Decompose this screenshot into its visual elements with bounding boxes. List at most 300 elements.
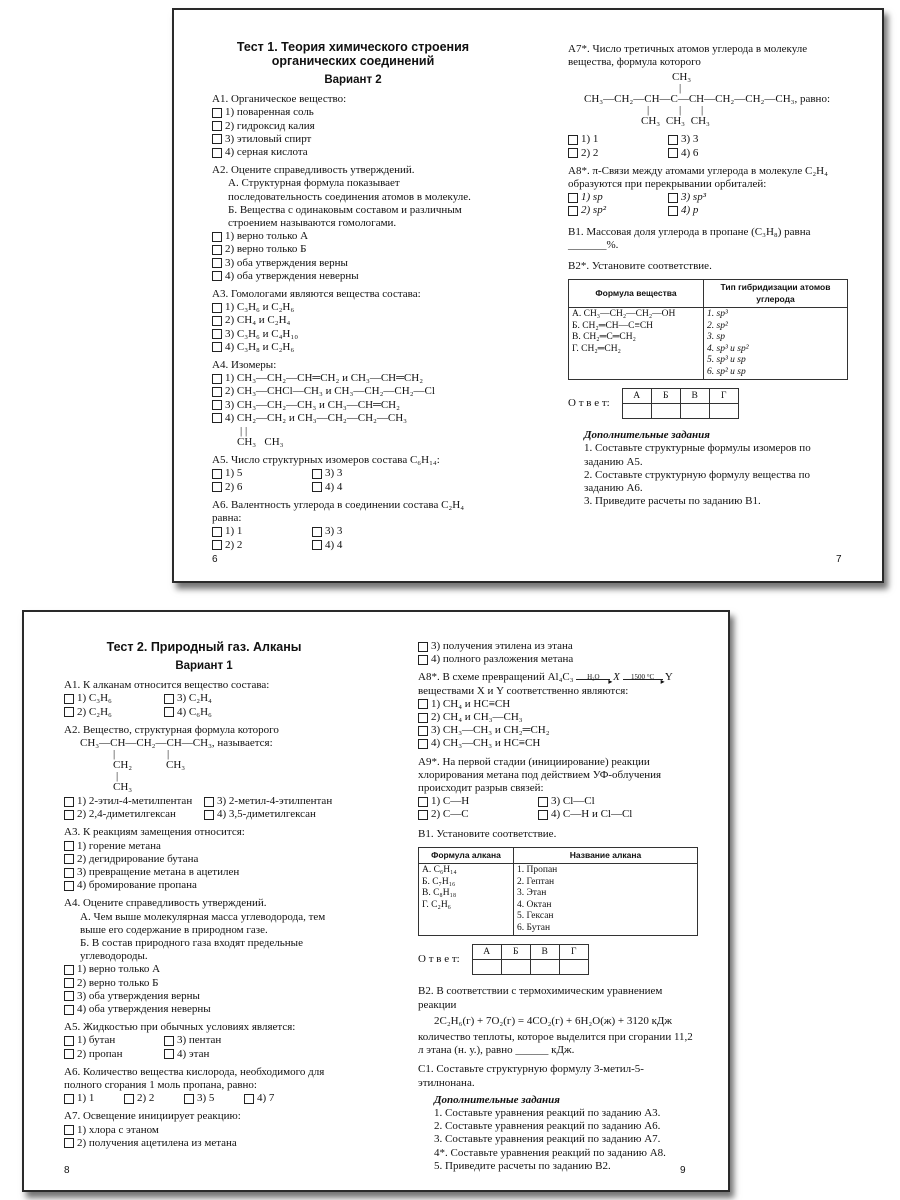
answer-option[interactable] — [212, 341, 494, 354]
p1-variant: Вариант 2 — [324, 74, 382, 86]
option-label: 2) дегидрирование бутана — [77, 852, 199, 865]
table-cell: Б. CH₂═CH—C≡CH — [572, 320, 654, 331]
option-label: 1) 2-этил-4-метилпентан — [77, 795, 193, 808]
option-label: 2) CH₄ и C₂H₄ — [225, 314, 291, 327]
option-label: 3) 3 — [681, 133, 699, 146]
checkbox[interactable] — [418, 713, 428, 723]
option-label: 4) 4 — [325, 480, 343, 493]
p1-a8 — [568, 165, 850, 218]
answer-option[interactable] — [212, 481, 312, 494]
answer-cell[interactable] — [530, 960, 559, 975]
answer-option[interactable] — [64, 977, 344, 990]
checkbox[interactable] — [212, 271, 222, 281]
answer-option[interactable] — [212, 372, 494, 385]
formula-sub: CH₃ — [113, 781, 133, 794]
answer-option[interactable] — [668, 147, 768, 160]
p2-a4 — [64, 897, 344, 1016]
option-label: 2) верно только Б — [77, 976, 159, 989]
checkbox[interactable] — [418, 655, 428, 665]
answer-column-label: Б — [651, 389, 680, 404]
answer-option[interactable] — [418, 724, 700, 737]
checkbox[interactable] — [124, 1094, 134, 1104]
checkbox[interactable] — [418, 642, 428, 652]
option-label: 1) 5 — [225, 467, 243, 480]
extra-item: 3. Приведите расчеты по заданию В1. — [584, 495, 761, 508]
checkbox[interactable] — [64, 797, 74, 807]
table-cell: В. C₈H₁₈ — [422, 888, 457, 899]
checkbox[interactable] — [418, 699, 428, 709]
p2-a7 — [64, 1110, 344, 1150]
structural-formula: CH₃—CH—CH₂—CH—CH₃, называется: | | CH₂ CH₃ | CH₃ — [80, 737, 273, 794]
answer-option[interactable] — [418, 795, 538, 808]
option-label: 1) CH₄ и HC≡CH — [431, 697, 511, 710]
table-cell: 3. Этан — [517, 888, 547, 899]
checkbox[interactable] — [64, 1005, 74, 1015]
extra-item: 1. Составьте структурные формулы изомеров по заданию А5. — [584, 442, 811, 468]
options — [568, 133, 768, 159]
checkbox[interactable] — [212, 108, 222, 118]
formula-sub: CH₂ — [113, 759, 133, 772]
question-text: количество теплоты, которое выделится при сгорании 11,2 л этана (н. у.), равно ______ кДж. — [418, 1030, 693, 1057]
p2-a5 — [64, 1021, 344, 1061]
answer-option[interactable] — [212, 120, 494, 133]
page-number: 9 — [680, 1165, 686, 1176]
answer-option[interactable] — [64, 1137, 344, 1150]
statement: А. Структурная формула показывает последовательность соединения атомов в молекуле. — [228, 177, 471, 203]
options — [64, 1124, 344, 1150]
checkbox[interactable] — [212, 245, 222, 255]
answer-option[interactable] — [212, 525, 312, 538]
answer-option[interactable] — [164, 1034, 264, 1047]
option-label: 4) C₆H₆ — [177, 705, 212, 718]
options — [64, 692, 264, 718]
option-label: 4) C—H и Cl—Cl — [551, 808, 633, 821]
answer-option[interactable] — [212, 385, 494, 398]
answer-option[interactable] — [212, 230, 494, 243]
p1-match-table — [568, 279, 848, 380]
p2-match-table — [418, 847, 698, 937]
question-text: А6. Валентность углерода в соединении состава C₂H₄ равна: — [212, 498, 465, 525]
option-label: 1) бутан — [77, 1034, 116, 1047]
checkbox[interactable] — [164, 1049, 174, 1059]
p1-question — [212, 164, 494, 283]
answer-option[interactable] — [64, 1048, 164, 1061]
extra-list — [568, 442, 850, 508]
answer-option[interactable] — [64, 1034, 164, 1047]
option-label: 4) CH₃—CH₃ и HC≡CH — [431, 737, 541, 750]
option-label: 4) 4 — [325, 538, 343, 551]
checkbox[interactable] — [64, 1125, 74, 1135]
checkbox[interactable] — [212, 121, 222, 131]
answer-label: О т в е т: — [568, 397, 610, 410]
formula-bottom: CH₃ CH₃ CH₃ — [641, 115, 710, 128]
option-label: 1) верно только А — [225, 230, 309, 243]
page-number: 6 — [212, 554, 218, 565]
answer-option[interactable] — [204, 808, 344, 821]
table-header: Формула вещества — [569, 280, 704, 308]
checkbox[interactable] — [212, 134, 222, 144]
question-text: А5. Жидкостью при обычных условиях является: — [64, 1021, 296, 1034]
answer-option[interactable] — [568, 147, 668, 160]
checkbox[interactable] — [418, 739, 428, 749]
answer-column-label: Г — [709, 389, 738, 404]
option-label: 3) C₂H₄ — [177, 692, 212, 705]
answer-option[interactable] — [568, 204, 668, 217]
extra-item: 3. Составьте уравнения реакций по заданию А7. — [434, 1133, 661, 1146]
formula-sub: CH₃ CH₃ — [237, 436, 284, 449]
p1-b1: В1. Массовая доля углерода в пропане (C₃H₈) равна _______%. — [568, 225, 811, 251]
checkbox[interactable] — [668, 135, 678, 145]
question-text: А8*. В схеме превращений Al₄C₃ — [418, 671, 574, 684]
p2-a3 — [64, 826, 344, 892]
answer-option[interactable] — [538, 808, 658, 821]
option-label: 2) 6 — [225, 480, 243, 493]
option-label: 3) 2-метил-4-этилпентан — [217, 795, 333, 808]
answer-option[interactable] — [212, 146, 494, 159]
option-label: 3) этиловый спирт — [225, 132, 312, 145]
answer-option[interactable] — [164, 1048, 264, 1061]
table-header: Формула алкана — [419, 847, 514, 864]
p2-a6 — [64, 1066, 344, 1106]
checkbox[interactable] — [164, 707, 174, 717]
table-cell: 2. Гептан — [517, 876, 555, 887]
p1-b2: В2*. Установите соответствие. — [568, 260, 712, 273]
checkbox[interactable] — [64, 1138, 74, 1148]
option-label: 2) CH₃—CHCl—CH₃ и CH₃—CH₂—CH₂—Cl — [225, 385, 435, 398]
answer-option[interactable] — [312, 467, 412, 480]
extra-title: Дополнительные задания — [434, 1093, 560, 1106]
answer-option[interactable] — [64, 840, 344, 853]
extra-item: 1. Составьте уравнения реакций по заданию А3. — [434, 1106, 661, 1119]
answer-option[interactable] — [64, 963, 344, 976]
checkbox[interactable] — [64, 1036, 74, 1046]
checkbox[interactable] — [668, 206, 678, 216]
checkbox[interactable] — [212, 316, 222, 326]
page-spread-2 — [22, 610, 730, 1192]
answer-option[interactable] — [668, 204, 768, 217]
options — [418, 698, 700, 751]
formula-sub: CH₃ — [166, 759, 186, 772]
structural-formula: CH₃ | CH₃—CH₂—CH—C—CH—CH₂—CH₂—CH₃, равно: | | | CH₃ CH₃ CH₃ — [584, 71, 830, 128]
checkbox[interactable] — [212, 527, 222, 537]
checkbox[interactable] — [64, 694, 74, 704]
option-label: 4) C₃H₈ и C₂H₆ — [225, 340, 295, 353]
checkbox[interactable] — [164, 1036, 174, 1046]
arrow-label: 1500 °C — [630, 673, 655, 682]
answer-option[interactable] — [668, 191, 768, 204]
answer-option[interactable] — [184, 1092, 244, 1105]
checkbox[interactable] — [64, 810, 74, 820]
option-label: 3) 3 — [325, 467, 343, 480]
option-label: 1) горение метана — [77, 839, 161, 852]
option-label: 4) CH₂—CH₂ и CH₃—CH₂—CH₂—CH₃ — [225, 411, 407, 424]
answer-option[interactable] — [64, 853, 344, 866]
checkbox[interactable] — [568, 148, 578, 158]
table-cell: В. CH₂═C═CH₂ — [572, 332, 636, 343]
answer-option[interactable] — [64, 1092, 124, 1105]
option-label: 4) серная кислота — [225, 146, 308, 159]
checkbox[interactable] — [244, 1094, 254, 1104]
table-cell: 5. Гексан — [517, 911, 554, 922]
formula-main: CH₃—CH—CH₂—CH—CH₃, называется: — [80, 737, 273, 750]
answer-option[interactable] — [568, 133, 668, 146]
checkbox[interactable] — [212, 329, 222, 339]
answer-option[interactable] — [164, 692, 264, 705]
equation: 2C₂H₆(г) + 7O₂(г) = 4CO₂(г) + 6H₂O(ж) + 3120 кДж — [434, 1014, 673, 1027]
option-label: 4) бромирование пропана — [77, 879, 197, 892]
formula-main: CH₃—CH₂—CH—C—CH—CH₂—CH₂—CH₃, равно: — [584, 93, 830, 106]
checkbox[interactable] — [64, 868, 74, 878]
checkbox[interactable] — [164, 694, 174, 704]
option-label: 3) CH₃—CH₂—CH₃ и CH₃—CH═CH₂ — [225, 398, 400, 411]
question-text: А7*. Число третичных атомов углерода в молекуле вещества, формула которого — [568, 43, 808, 69]
option-label: 1) C—H — [431, 795, 470, 808]
checkbox[interactable] — [212, 258, 222, 268]
checkbox[interactable] — [64, 1049, 74, 1059]
option-label: 1) хлора с этаном — [77, 1123, 159, 1136]
checkbox[interactable] — [312, 540, 322, 550]
answer-option[interactable] — [212, 257, 494, 270]
answer-cell[interactable] — [559, 960, 588, 975]
table-cell: 4. sp³ и sp² — [707, 343, 749, 354]
p1-questions — [212, 93, 494, 552]
checkbox[interactable] — [568, 135, 578, 145]
answer-column-label: В — [530, 945, 559, 960]
checkbox[interactable] — [212, 374, 222, 384]
answer-column-label: В — [680, 389, 709, 404]
option-label: 4) 6 — [681, 146, 699, 159]
answer-option[interactable] — [418, 640, 700, 653]
answer-cell[interactable] — [680, 404, 709, 419]
answer-option[interactable] — [212, 328, 494, 341]
checkbox[interactable] — [212, 540, 222, 550]
answer-option[interactable] — [212, 106, 494, 119]
option-label: 1) 1 — [77, 1092, 95, 1105]
question-text: А3. К реакциям замещения относится: — [64, 826, 245, 839]
answer-option[interactable] — [204, 795, 344, 808]
option-label: 3) 5 — [197, 1092, 215, 1105]
answer-option[interactable] — [64, 879, 344, 892]
answer-option[interactable] — [668, 133, 768, 146]
answer-option[interactable] — [212, 467, 312, 480]
answer-cell[interactable] — [651, 404, 680, 419]
answer-option[interactable] — [244, 1092, 304, 1105]
checkbox[interactable] — [212, 303, 222, 313]
answer-option[interactable] — [418, 698, 700, 711]
answer-option[interactable] — [212, 133, 494, 146]
statement: Б. В состав природного газа входят предельные углеводороды. — [80, 937, 303, 963]
checkbox[interactable] — [212, 387, 222, 397]
checkbox[interactable] — [204, 797, 214, 807]
answer-option[interactable] — [538, 795, 658, 808]
answer-grid — [568, 388, 850, 419]
answer-cell[interactable] — [709, 404, 738, 419]
question-text: В2. В соответствии с термохимическим уравнением реакции — [418, 985, 663, 1011]
option-label: 2) C—C — [431, 808, 469, 821]
answer-option[interactable] — [212, 270, 494, 283]
statement: А. Чем выше молекулярная масса углеводорода, тем выше его содержание в природном газе. — [80, 910, 326, 936]
p2-variant: Вариант 1 — [175, 660, 233, 672]
table-cell: 5. sp³ и sp — [707, 355, 746, 366]
p2-title: Тест 2. Природный газ. Алканы — [106, 640, 302, 654]
checkbox[interactable] — [212, 342, 222, 352]
answer-option[interactable] — [312, 481, 412, 494]
checkbox[interactable] — [568, 193, 578, 203]
answer-option[interactable] — [312, 539, 412, 552]
answer-option[interactable] — [212, 243, 494, 256]
table-header: Название алкана — [514, 847, 698, 864]
option-label: 2) 2 — [225, 538, 243, 551]
option-label: 3) 3 — [325, 525, 343, 538]
answer-option[interactable] — [64, 866, 344, 879]
option-label: 3) оба утверждения верны — [77, 989, 200, 1002]
question-text: А2. Вещество, структурная формула которого — [64, 723, 279, 736]
p2-a2 — [64, 724, 344, 822]
checkbox[interactable] — [538, 797, 548, 807]
question-text: А7. Освещение инициирует реакцию: — [64, 1110, 241, 1123]
checkbox[interactable] — [212, 469, 222, 479]
p2-a8 — [418, 671, 700, 750]
option-label: 1) C₃H₆ и C₂H₆ — [225, 301, 295, 314]
checkbox[interactable] — [64, 854, 74, 864]
question-text: А5. Число структурных изомеров состава C₆H₁₄: — [212, 454, 440, 467]
option-label: 1) поваренная соль — [225, 106, 314, 119]
checkbox[interactable] — [64, 991, 74, 1001]
answer-option[interactable] — [64, 706, 164, 719]
answer-option[interactable] — [64, 692, 164, 705]
formula-top: CH₃ — [672, 71, 692, 84]
option-label: 3) Cl—Cl — [551, 795, 595, 808]
option-label: 2) C₂H₆ — [77, 705, 112, 718]
options-continued — [418, 640, 700, 666]
options — [418, 795, 658, 821]
option-label: 1) CH₃—CH₂—CH═CH₂ и CH₃—CH═CH₂ — [225, 372, 424, 385]
answer-option[interactable] — [64, 808, 204, 821]
extra-item: 4*. Составьте уравнения реакций по заданию А8. — [434, 1146, 666, 1159]
answer-option[interactable] — [64, 1003, 344, 1016]
option-label: 2) верно только Б — [225, 243, 307, 256]
p1-question — [212, 93, 494, 159]
option-label: 2) 2 — [581, 146, 599, 159]
answer-option[interactable] — [418, 737, 700, 750]
answer-option[interactable] — [164, 706, 264, 719]
checkbox[interactable] — [418, 810, 428, 820]
option-label: 2) CH₄ и CH₃—CH₃ — [431, 711, 523, 724]
answer-option[interactable] — [212, 399, 494, 412]
question-text: А4. Изомеры: — [212, 359, 277, 372]
checkbox[interactable] — [212, 413, 222, 423]
arrow-label: H₂O — [587, 673, 600, 682]
answer-option[interactable] — [212, 301, 494, 314]
checkbox[interactable] — [538, 810, 548, 820]
extra-item: 5. Приведите расчеты по заданию В2. — [434, 1159, 611, 1172]
answer-column-label: А — [622, 389, 651, 404]
table-cell: 4. Октан — [517, 899, 552, 910]
page-spread-1 — [172, 8, 884, 583]
answer-option[interactable] — [212, 412, 494, 425]
table-cell: 6. Бутан — [517, 922, 551, 933]
p1-question — [212, 499, 494, 552]
table-cell: Б. C₇H₁₆ — [422, 876, 456, 887]
checkbox[interactable] — [312, 482, 322, 492]
checkbox[interactable] — [668, 148, 678, 158]
checkbox[interactable] — [212, 232, 222, 242]
checkbox[interactable] — [668, 193, 678, 203]
p2-b2 — [418, 985, 700, 1057]
extra-title: Дополнительные задания — [584, 429, 710, 442]
checkbox[interactable] — [418, 797, 428, 807]
checkbox[interactable] — [64, 1094, 74, 1104]
p2-a1 — [64, 679, 344, 719]
answer-option[interactable] — [418, 808, 538, 821]
question-text: А6. Количество вещества кислорода, необходимого для полного сгорания 1 моль пропана, равно: — [64, 1065, 325, 1092]
option-label: 3) C₃H₆ и C₄H₁₀ — [225, 327, 299, 340]
answer-option[interactable] — [568, 191, 668, 204]
checkbox[interactable] — [184, 1094, 194, 1104]
checkbox[interactable] — [64, 881, 74, 891]
checkbox[interactable] — [312, 469, 322, 479]
options — [64, 1092, 304, 1105]
option-label: 1) 1 — [581, 133, 599, 146]
option-label: 2) 2,4-диметилгексан — [77, 808, 176, 821]
option-label: 4) полного разложения метана — [431, 653, 574, 666]
option-label: 4) p — [681, 204, 699, 217]
option-label: 1) верно только А — [77, 963, 161, 976]
answer-cell[interactable] — [622, 404, 651, 419]
checkbox[interactable] — [568, 206, 578, 216]
checkbox[interactable] — [212, 148, 222, 158]
checkbox[interactable] — [312, 527, 322, 537]
arrow: H₂O ▸ — [576, 671, 610, 684]
p1-a7 — [568, 43, 850, 160]
answer-option[interactable] — [418, 653, 700, 666]
p2-a9 — [418, 756, 700, 822]
checkbox[interactable] — [64, 707, 74, 717]
answer-option[interactable] — [418, 711, 700, 724]
answer-option[interactable] — [212, 314, 494, 327]
option-label: 3) оба утверждения верны — [225, 256, 348, 269]
answer-column-label: Б — [501, 945, 530, 960]
extra-list — [418, 1107, 700, 1173]
question-text: А9*. На первой стадии (инициирование) реакции хлорирования метана под действием УФ-облучения происходит разрыв связей: — [418, 755, 662, 795]
checkbox[interactable] — [204, 810, 214, 820]
option-label: 4) оба утверждения неверны — [225, 269, 359, 282]
answer-option[interactable] — [312, 525, 412, 538]
answer-cell[interactable] — [501, 960, 530, 975]
answer-cell[interactable] — [472, 960, 501, 975]
checkbox[interactable] — [418, 726, 428, 736]
option-label: 4) оба утверждения неверны — [77, 1003, 211, 1016]
answer-option[interactable] — [64, 1124, 344, 1137]
checkbox[interactable] — [212, 400, 222, 410]
question-text: А2. Оцените справедливость утверждений. — [212, 164, 415, 177]
answer-option[interactable] — [212, 539, 312, 552]
table-cell: 1. sp³ — [707, 309, 728, 320]
answer-option[interactable] — [124, 1092, 184, 1105]
p1-right-column — [568, 43, 850, 508]
checkbox[interactable] — [64, 965, 74, 975]
answer-option[interactable] — [64, 795, 204, 808]
p1-question — [212, 454, 494, 494]
checkbox[interactable] — [64, 841, 74, 851]
option-label: 4) этан — [177, 1047, 210, 1060]
answer-column-label: Г — [559, 945, 588, 960]
checkbox[interactable] — [212, 482, 222, 492]
table-cell: 1. Пропан — [517, 865, 558, 876]
checkbox[interactable] — [64, 978, 74, 988]
answer-option[interactable] — [64, 990, 344, 1003]
question-text: А8*. π-Связи между атомами углерода в молекуле C₂H₄ образуются при перекрывании орбиталей: — [568, 164, 828, 191]
